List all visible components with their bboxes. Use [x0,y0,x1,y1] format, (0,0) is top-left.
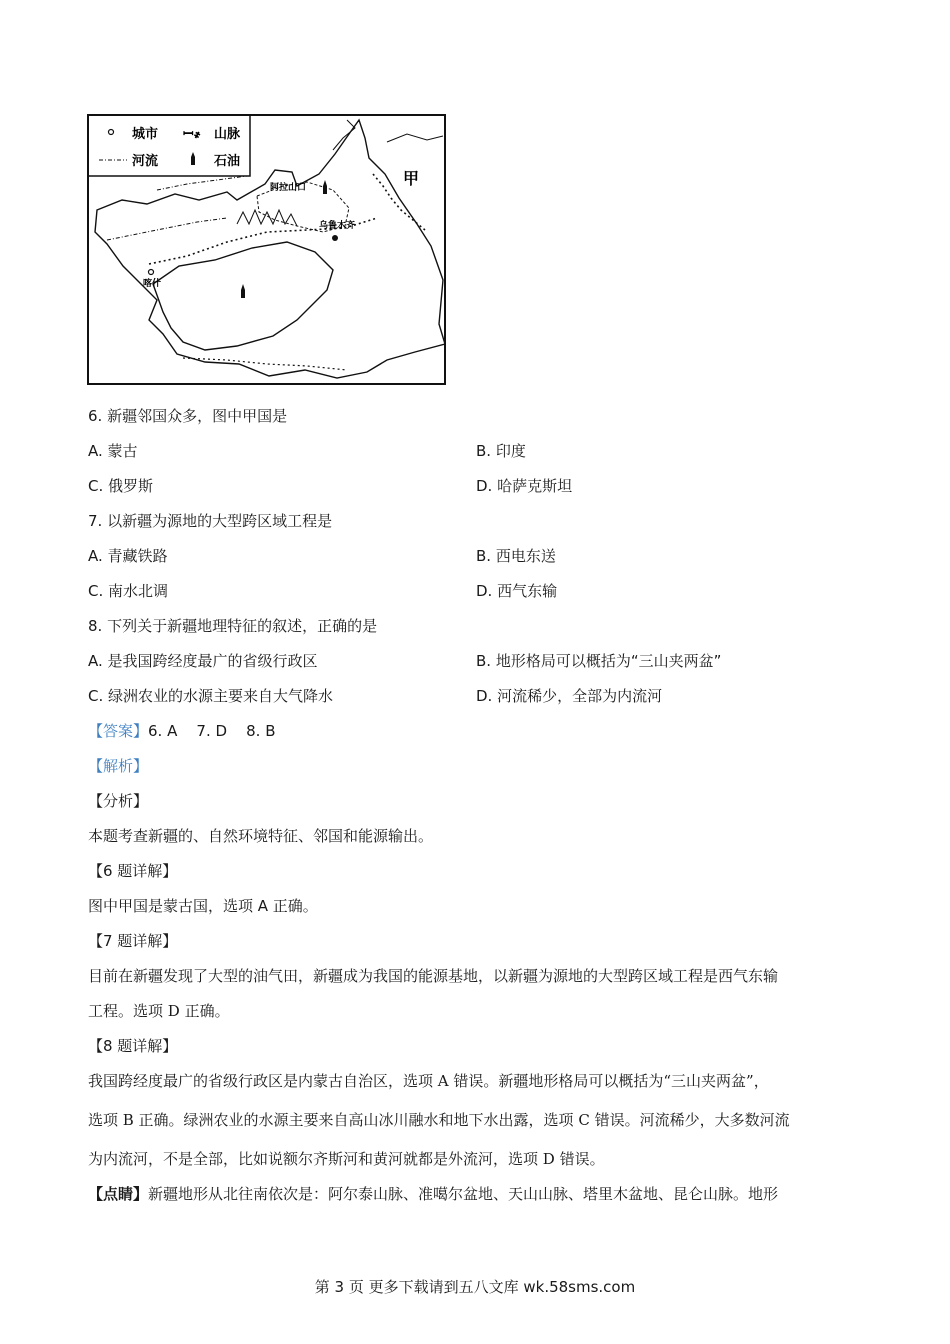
q8-detail-line3: 为内流河，不是全部，比如说额尔齐斯河和黄河就都是外流河，选项 D 错误。 [88,1150,605,1168]
label-urumqi: 乌鲁木齐 [319,221,356,231]
q6-detail-text: 图中甲国是蒙古国，选项 A 正确。 [88,897,318,915]
question-7-option-a: A. 青藏铁路 [88,547,168,565]
question-8-stem: 8. 下列关于新疆地理特征的叙述，正确的是 [88,617,378,635]
answer-line [88,721,276,741]
dianjing-line [88,1184,778,1204]
answer-text: 6. A 7. D 8. B [148,722,276,740]
question-6-option-c: C. 俄罗斯 [88,477,154,495]
q8-detail-tag: 【8 题详解】 [88,1037,178,1055]
legend-oil-label: 石油 [214,154,241,169]
question-7-option-c: C. 南水北调 [88,582,169,600]
q8-detail-line2: 选项 B 正确。绿洲农业的水源主要来自高山冰川融水和地下水出露，选项 C 错误。河流稀少，大多数河流 [88,1111,790,1129]
fenxi-tag: 【分析】 [88,792,149,810]
legend-river-label: 河流 [132,154,159,169]
mountain-legend-icon: ꟷ҂ [183,127,203,142]
urumqi-city-icon [332,235,338,241]
dianjing-tag: 【点睛】 [88,1185,149,1203]
answer-tag: 【答案】 [88,722,149,740]
question-6-stem: 6. 新疆邻国众多，图中甲国是 [88,407,288,425]
label-alashankou: 阿拉山口 [270,183,307,193]
q8-detail-line1: 我国跨经度最广的省级行政区是内蒙古自治区，选项 A 错误。新疆地形格局可以概括为“三山夹两盆”， [88,1072,769,1090]
q7-detail-tag: 【7 题详解】 [88,932,178,950]
legend-mountain-label: 山脉 [214,127,241,142]
q6-detail-tag: 【6 题详解】 [88,862,178,880]
xinjiang-map [87,114,447,386]
question-8-option-d: D. 河流稀少，全部为内流河 [476,687,663,705]
label-jia: 甲 [403,169,420,188]
question-8-option-a: A. 是我国跨经度最广的省级行政区 [88,652,318,670]
dianjing-text: 新疆地形从北往南依次是：阿尔泰山脉、准噶尔盆地、天山山脉、塔里木盆地、昆仑山脉。地形 [148,1185,779,1203]
analysis-tag: 【解析】 [88,757,149,775]
question-7-option-b: B. 西电东送 [476,547,556,565]
q7-detail-line2: 工程。选项 D 正确。 [88,1002,230,1020]
q7-detail-line1: 目前在新疆发现了大型的油气田，新疆成为我国的能源基地，以新疆为源地的大型跨区域工程是西气东输 [88,967,779,985]
label-kashi: 喀什 [143,279,162,289]
question-6-option-d: D. 哈萨克斯坦 [476,477,573,495]
legend-city-label: 城市 [132,127,159,142]
map-drawing [87,114,447,386]
page-footer: 第 3 页 更多下载请到五八文库 wk.58sms.com [314,1278,636,1296]
question-7-option-d: D. 西气东输 [476,582,558,600]
question-6-option-b: B. 印度 [476,442,526,460]
fenxi-text: 本题考查新疆的、自然环境特征、邻国和能源输出。 [88,827,434,845]
question-8-option-b: B. 地形格局可以概括为“三山夹两盆” [476,652,722,670]
question-6-option-a: A. 蒙古 [88,442,138,460]
question-7-stem: 7. 以新疆为源地的大型跨区域工程是 [88,512,333,530]
question-8-option-c: C. 绿洲农业的水源主要来自大气降水 [88,687,334,705]
